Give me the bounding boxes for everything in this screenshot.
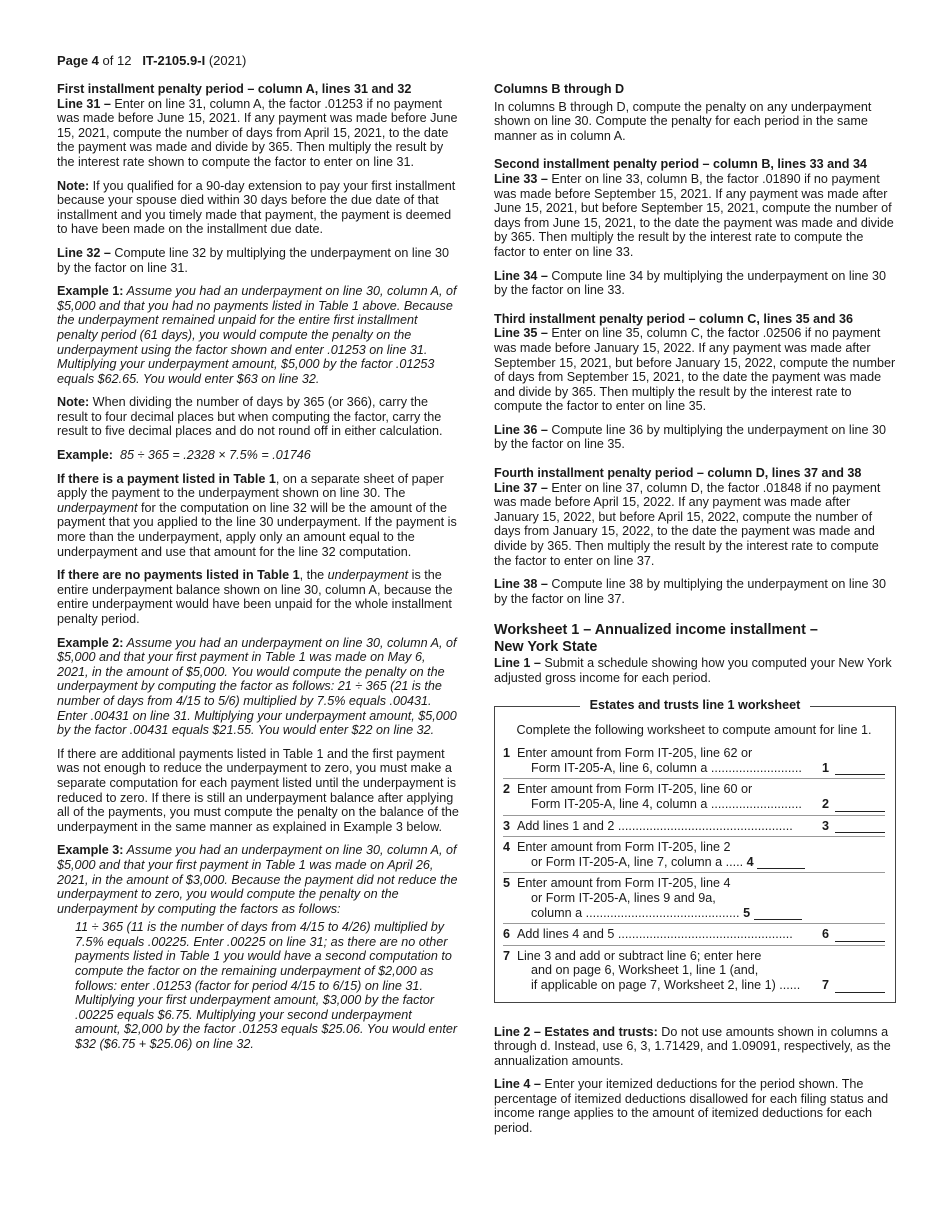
page-total: of 12: [102, 53, 132, 68]
worksheet-row-7: 7 Line 3 and add or subtract line 6; enter here and on page 6, Worksheet 1, line 1 (and, if applicable on page 7, Worksheet 2, line 1) ...... 7: [503, 946, 885, 996]
form-year: (2021): [208, 53, 247, 68]
form-number: IT-2105.9-I: [142, 53, 206, 68]
extension-note: Note: If you qualified for a 90-day extension to pay your first installment because your spouse died within 30 days before the due date of that installment and you timely made that payment, the payment is deemed to have been made on the installment due date.: [57, 178, 456, 237]
line-34-instructions: Line 34 – Compute line 34 by multiplying the underpayment on line 30 by the factor on line 33.: [494, 268, 887, 298]
second-period-heading: Second installment penalty period – column B, lines 33 and 34: [494, 157, 868, 172]
worksheet-line-3-field[interactable]: [835, 820, 885, 833]
left-column: [57, 82, 459, 1061]
line-36-instructions: Line 36 – Compute line 36 by multiplying the underpayment on line 30 by the factor on line 35.: [494, 422, 887, 452]
no-payment-paragraph: If there are no payments listed in Table 1, the underpayment is the entire underpayment balance shown on line 30, column A, because the entire underpayment would have been unpaid for the whole installment penalty period.: [57, 568, 453, 626]
worksheet-line-5-field[interactable]: [754, 907, 802, 920]
third-period-heading: Third installment penalty period – column C, lines 35 and 36: [494, 311, 854, 326]
worksheet-row-6: 6 Add lines 4 and 5 .................................................. 6: [503, 924, 885, 946]
worksheet-line-4-field[interactable]: [757, 856, 805, 869]
right-column: [494, 82, 896, 1145]
line-35-instructions: Line 35 – Enter on line 35, column C, the factor .02506 if no payment was made before January 15, 2022. If any payment was made after September 15, 2021, but before January 15, 2022, compute the number of days from September 15, 2021, to the date the payment was made and divide by 365. Then multiply the result by the interest rate to compute the factor to enter on line 35.: [494, 326, 896, 414]
worksheet-row-3: 3 Add lines 1 and 2 .................................................. 3: [503, 816, 885, 838]
first-period-heading: First installment penalty period – column A, lines 31 and 32: [57, 82, 412, 96]
columns-b-d-heading: Columns B through D: [494, 82, 625, 96]
worksheet-row-1: 1 Enter amount from Form IT-205, line 62 or Form IT-205-A, line 6, column a .......................... 1: [503, 743, 885, 779]
factor-example: Example: 85 ÷ 365 = .2328 × 7.5% = .01746: [57, 448, 311, 463]
example-2: Example 2: Assume you had an underpayment on line 30, column A, of $5,000 and that your first payment in Table 1 was made on May 6, 2021, in the amount of $5,000. You would compute the penalty on the underpayment by computing the factor as follows: 21 ÷ 365 (21 is the number of days from 4/15 to 5/6) multiplied by 7.5% equals .00431. Enter .00431 on line 31. Multiplying your underpayment amount, $5,000 by the factor .00431 equals $21.55. You would enter $22 on line 32.: [57, 635, 457, 738]
rounding-note: Note: When dividing the number of days by 365 (or 366), carry the result to four decimal places but when computing the factor, carry the result to five decimal places and do not round off in either calculation.: [57, 395, 443, 439]
worksheet-row-5: 5 Enter amount from Form IT-205, line 4 or Form IT-205-A, lines 9 and 9a, column a ............................................ 5: [503, 873, 885, 924]
worksheet-row-2: 2 Enter amount from Form IT-205, line 60 or Form IT-205-A, line 4, column a .......................... 2: [503, 779, 885, 815]
line-2-estates-trusts: Line 2 – Estates and trusts: Do not use amounts shown in columns a through d. Instead, use 6, 3, 1.71429, and 1.09091, respectively, as the annualization amounts.: [494, 1024, 891, 1068]
estates-trusts-worksheet: [494, 697, 896, 1003]
line-33-instructions: Line 33 – Enter on line 33, column B, the factor .01890 if no payment was made before September 15, 2021. If any payment was made after June 15, 2021, but before September 15, 2021, compute the number of days from June 15, 2021, to the date the payment was made and divide by 365. Then multiply the result by the interest rate to compute the factor to enter on line 33.: [494, 171, 894, 259]
worksheet-line-2-field[interactable]: [835, 799, 885, 812]
line-38-instructions: Line 38 – Compute line 38 by multiplying the underpayment on line 30 by the factor on line 37.: [494, 577, 887, 606]
page-header: [57, 53, 246, 68]
worksheet-line-7-field[interactable]: [835, 980, 885, 993]
worksheet-line-1-field[interactable]: [835, 762, 885, 775]
worksheet-line-6-field[interactable]: [835, 929, 885, 942]
line-37-instructions: Line 37 – Enter on line 37, column D, the factor .01848 if no payment was made before April 15, 2022. If any payment was made after January 15, 2022, but before April 15, 2022, compute the number of days from January 15, 2022, to the date the payment was made and divide by 365. Then multiply the result by the interest rate to compute the factor to enter on line 37.: [494, 480, 881, 568]
worksheet-title: Estates and trusts line 1 worksheet: [580, 698, 811, 712]
line-32-instructions: Line 32 – Compute line 32 by multiplying the underpayment on line 30 by the factor on line 31.: [57, 245, 450, 275]
page-number: Page 4: [57, 53, 99, 68]
line-31-instructions: Line 31 – Enter on line 31, column A, the factor .01253 if no payment was made before June 15, 2021. If any payment was made before June 15, 2021, compute the number of days from April 15, 2021, to the date the payment was made and divide by 365. Then multiply the result by the interest rate shown to compute the factor to enter on line 31.: [57, 96, 458, 169]
worksheet-row-4: 4 Enter amount from Form IT-205, line 2 or Form IT-205-A, line 7, column a ..... 4: [503, 837, 885, 873]
example-3-continued: 11 ÷ 365 (11 is the number of days from 4/15 to 4/26) multiplied by 7.5% equals .00225. Enter .00225 on line 31; as there are no other payments listed in Table 1 you would have a second computation to compute the factor on the remaining underpayment of $2,000 as follows: enter .01253 (factor for period 4/15 to 6/15) on line 31. Multiplying your first underpayment amount, $3,000 by the factor .00225 equals $6.75. Multiplying your second underpayment amount, $2,000 by the factor .01253 equals $25.06. You would enter $32 ($6.75 + $25.06) on line 32.: [75, 920, 458, 1052]
additional-payments-paragraph: If there are additional payments listed in Table 1 and the first payment was not enough to reduce the underpayment to zero, you must make a separate computation for each payment listed until the underpayment is reduced to zero. If there is still an underpayment balance after applying all of the payments, you must compute the penalty on the balance of the underpayment in the same manner as explained in Example 3 below.: [57, 746, 459, 834]
example-1: Example 1: Assume you had an underpayment on line 30, column A, of $5,000 and that you had no payments listed in Table 1 above. Because the underpayment remained unpaid for the entire first installment penalty period (61 days), you would compute the penalty on the underpayment using the factor shown and enter .01253 on line 31. Multiplying your underpayment amount, $5,000 by the factor .01253 equals $62.65. You would enter $63 on line 32.: [57, 284, 457, 386]
line-4-itemized-deductions: Line 4 – Enter your itemized deductions for the period shown. The percentage of itemized deductions disallowed for each filing status and income range applies to the amount of itemized deductions for each period.: [494, 1077, 889, 1136]
columns-b-d-text: In columns B through D, compute the penalty on any underpayment shown on line 30. Compute the penalty for each period in the same manner as in column A.: [494, 99, 872, 143]
worksheet-line-1-instructions: Line 1 – Submit a schedule showing how you computed your New York adjusted gross income for each period.: [494, 656, 892, 685]
worksheet-1-heading: Worksheet 1 – Annualized income installment – New York State: [494, 622, 818, 656]
example-3: Example 3: Assume you had an underpayment on line 30, column A, of $5,000 and that your first payment in Table 1 was made on April 26, 2021, in the amount of $3,000. Because the payment did not reduce the underpayment to zero, you would compute the penalty on the underpayment by computing the factors as follows:: [57, 843, 458, 916]
worksheet-intro: Complete the following worksheet to compute amount for line 1.: [516, 722, 872, 737]
payment-listed-paragraph: If there is a payment listed in Table 1, on a separate sheet of paper apply the payment to the underpayment shown on line 30. The underpayment for the computation on line 32 will be the amount of the payment that you applied to the line 30 underpayment. If the payment is more than the underpayment, apply only an amount equal to the underpayment and use that amount for the line 32 computation.: [57, 471, 457, 559]
fourth-period-heading: Fourth installment penalty period – column D, lines 37 and 38: [494, 466, 862, 481]
